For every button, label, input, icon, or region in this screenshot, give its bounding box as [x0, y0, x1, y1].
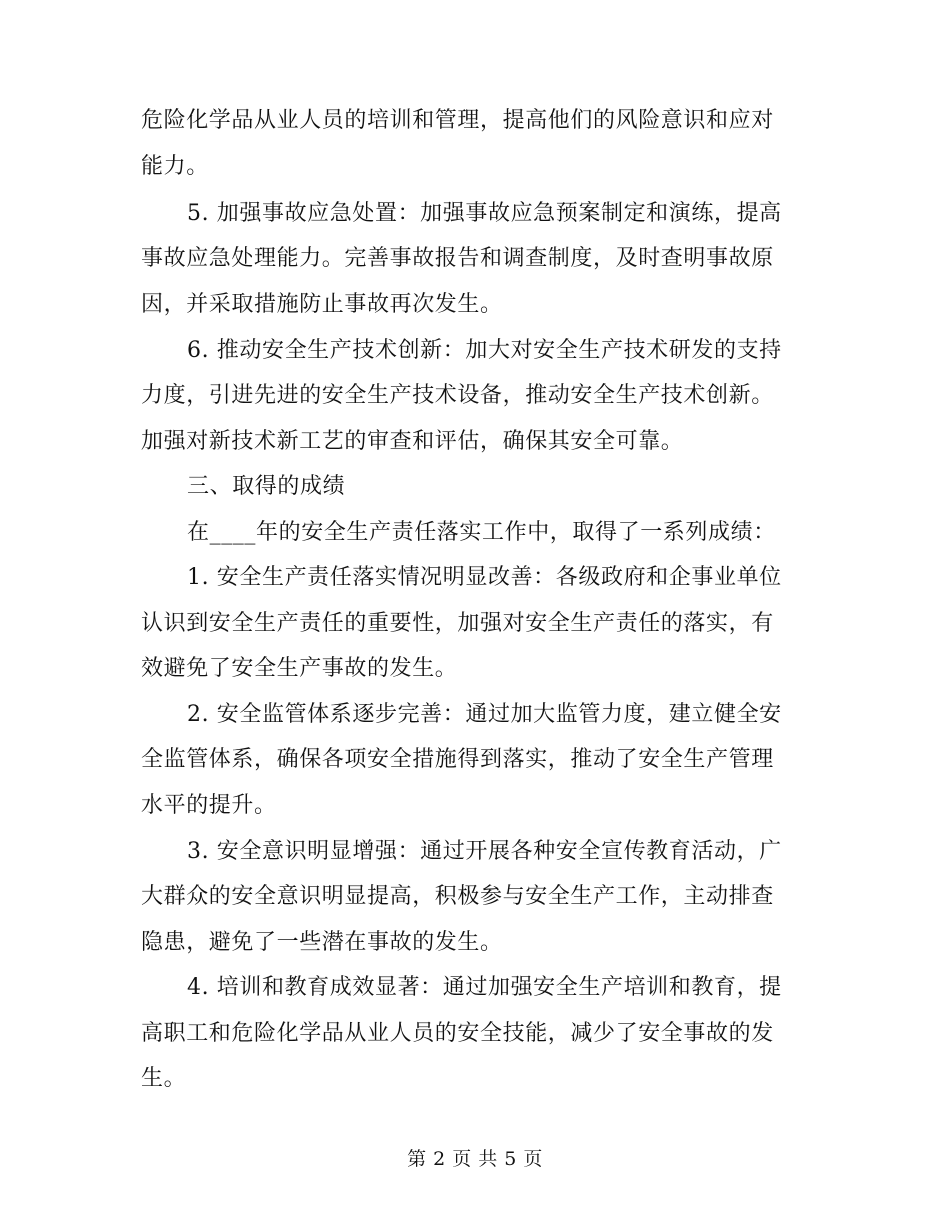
body-text-line: 效避免了安全生产事故的发生。 — [141, 656, 458, 681]
achievement-item-1-line: 1. 安全生产责任落实情况明显改善：各级政府和企事业单位 — [187, 565, 782, 590]
body-text-line: 认识到安全生产责任的重要性，加强对安全生产责任的落实，有 — [141, 611, 774, 636]
body-text-line: 事故应急处理能力。完善事故报告和调查制度，及时查明事故原 — [141, 246, 774, 271]
body-text-line: 因，并采取措施防止事故再次发生。 — [141, 292, 503, 317]
list-item-5-line: 5. 加强事故应急处置：加强事故应急预案制定和演练，提高 — [187, 201, 782, 226]
body-text-line: 生。 — [141, 1066, 187, 1091]
body-text-line: 隐患，避免了一些潜在事故的发生。 — [141, 930, 503, 955]
page-number-footer: 第 2 页 共 5 页 — [407, 1148, 543, 1170]
body-text-line: 水平的提升。 — [141, 793, 277, 818]
body-text-line: 大群众的安全意识明显提高，积极参与安全生产工作，主动排查 — [141, 884, 774, 909]
achievement-item-3-line: 3. 安全意识明显增强：通过开展各种安全宣传教育活动，广 — [187, 839, 782, 864]
body-text-line: 高职工和危险化学品从业人员的安全技能，减少了安全事故的发 — [141, 1021, 774, 1046]
body-text-line: 能力。 — [141, 154, 209, 179]
section-intro-line: 在____年的安全生产责任落实工作中，取得了一系列成绩： — [187, 520, 776, 545]
body-text-line: 危险化学品从业人员的培训和管理，提高他们的风险意识和应对 — [141, 108, 774, 133]
body-text-line: 全监管体系，确保各项安全措施得到落实，推动了安全生产管理 — [141, 747, 774, 772]
body-text-line: 加强对新技术新工艺的审查和评估，确保其安全可靠。 — [141, 429, 684, 454]
achievement-item-4-line: 4. 培训和教育成效显著：通过加强安全生产培训和教育，提 — [187, 975, 782, 1000]
body-text-line: 力度，引进先进的安全生产技术设备，推动安全生产技术创新。 — [141, 383, 774, 408]
list-item-6-line: 6. 推动安全生产技术创新：加大对安全生产技术研发的支持 — [187, 338, 782, 363]
achievement-item-2-line: 2. 安全监管体系逐步完善：通过加大监管力度，建立健全安 — [187, 702, 782, 727]
section-heading: 三、取得的成绩 — [187, 474, 346, 499]
